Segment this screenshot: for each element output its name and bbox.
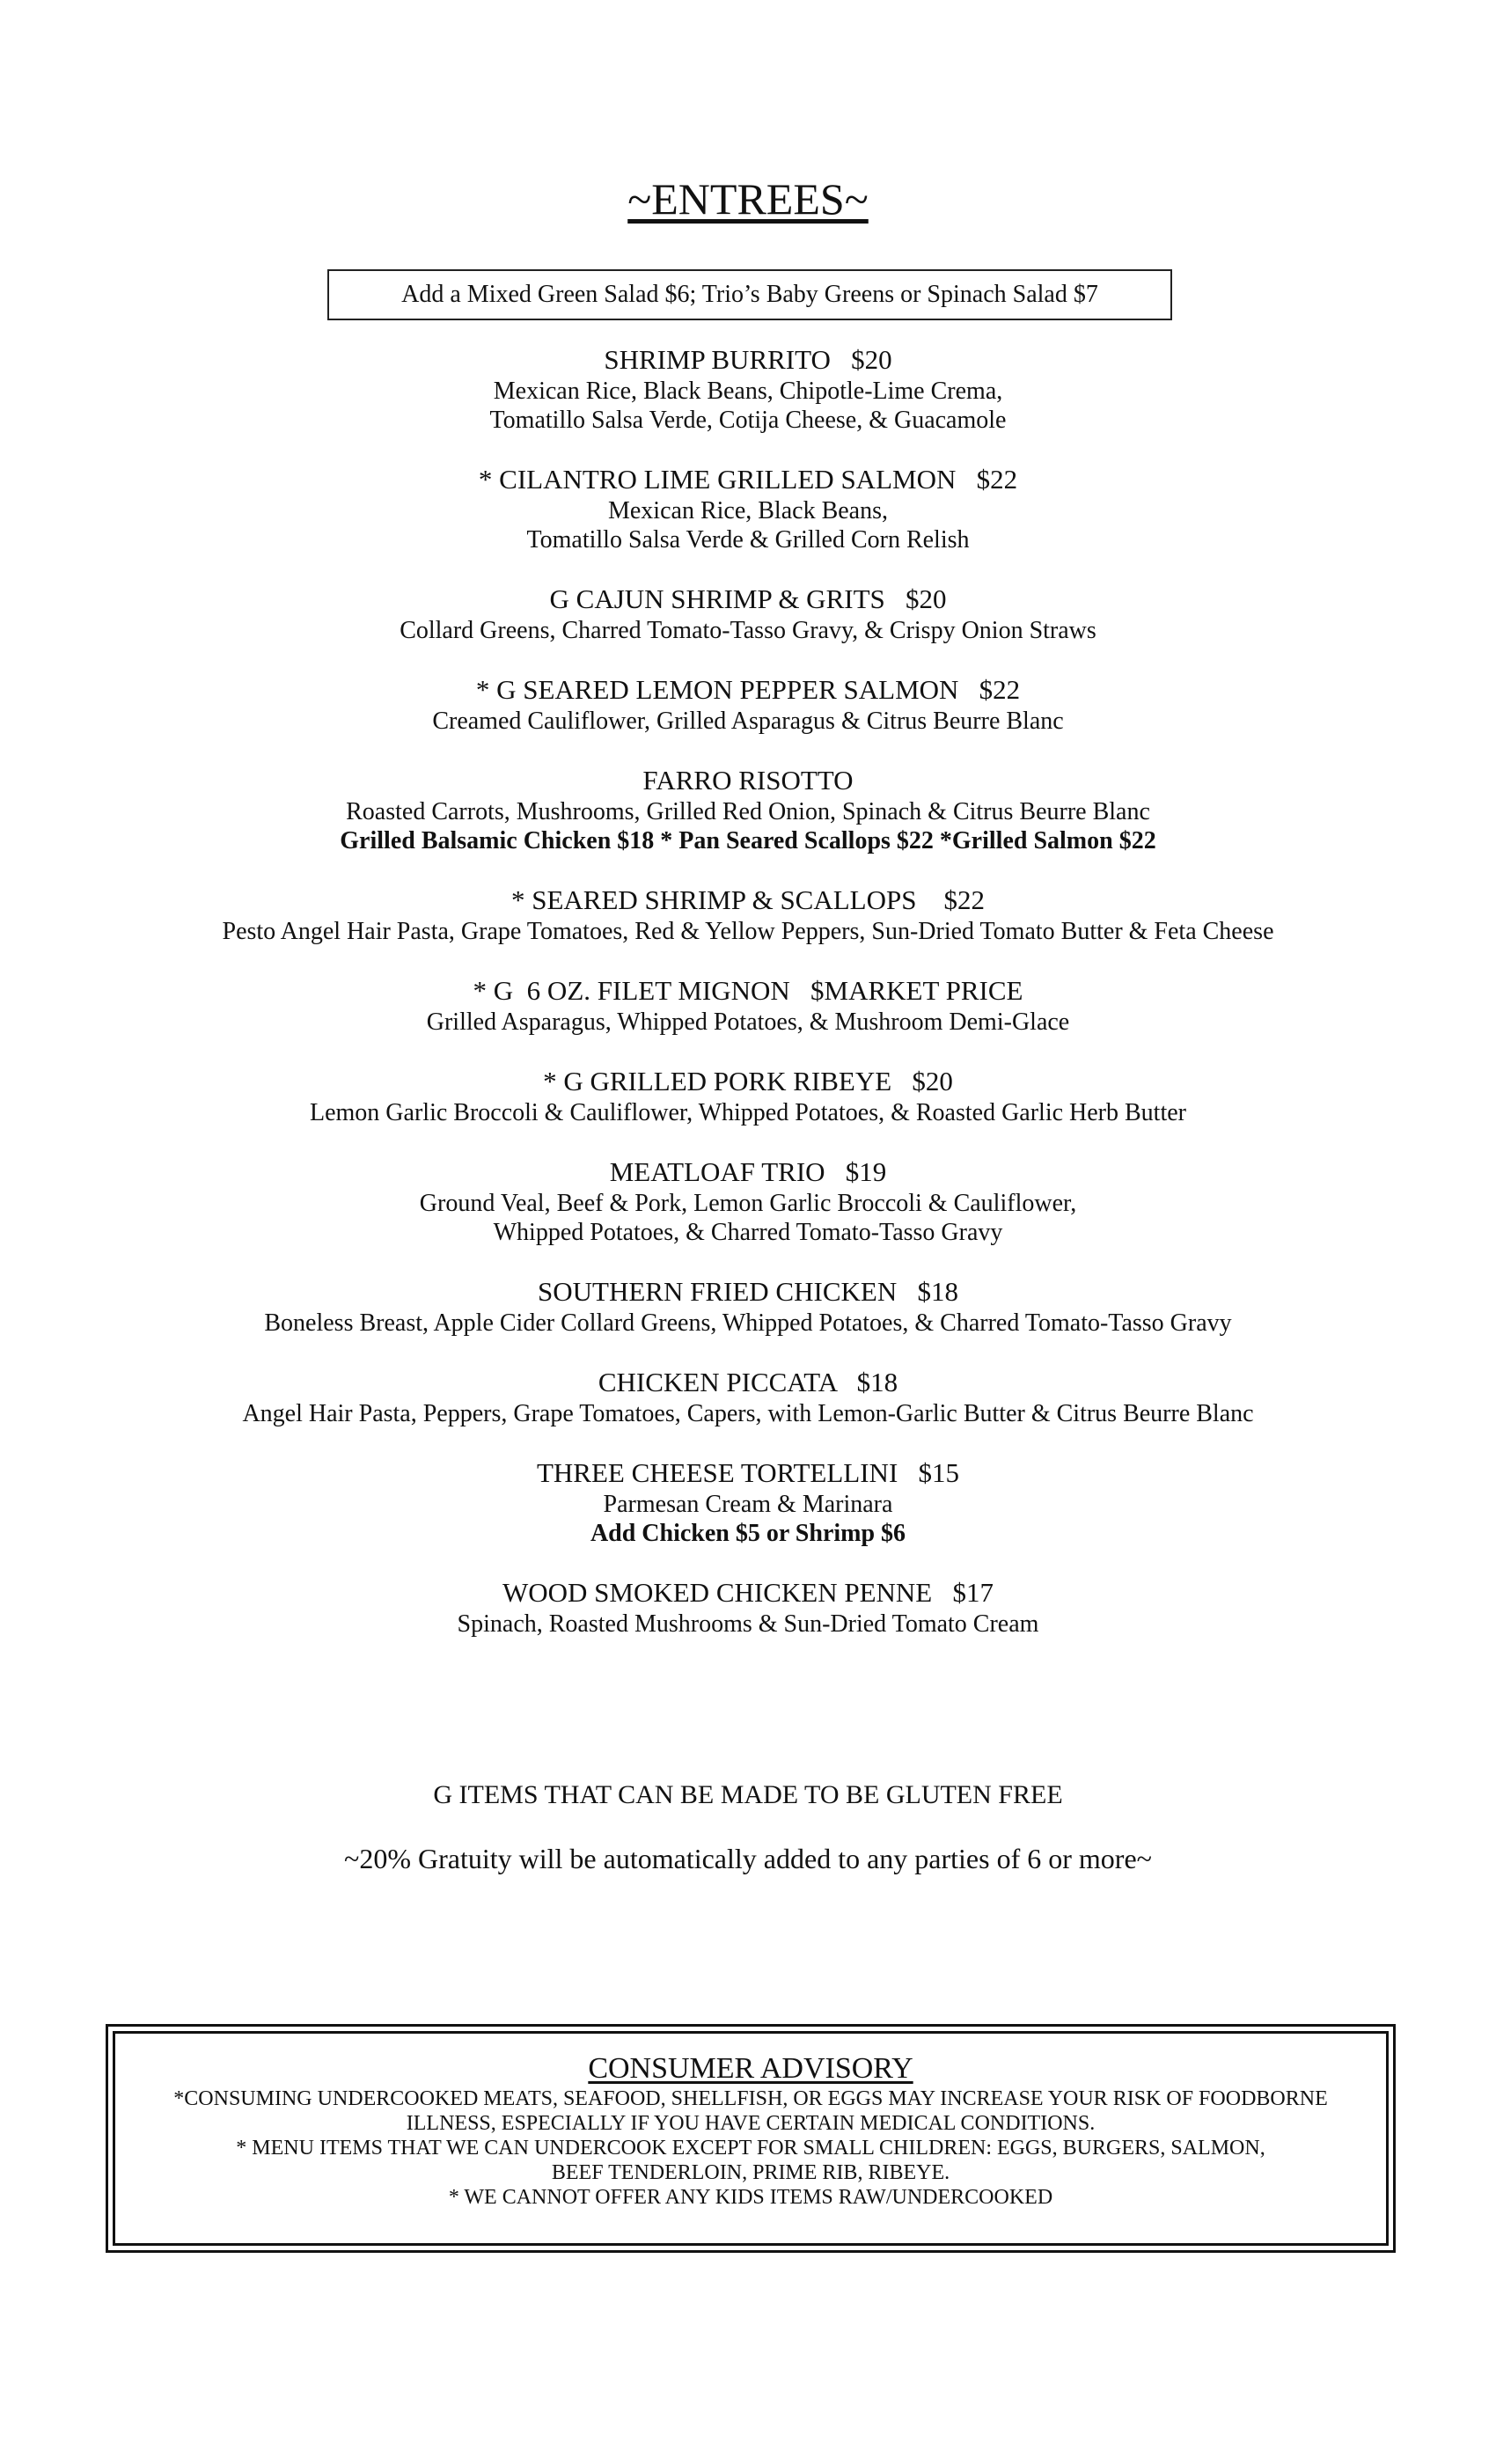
advisory-line: * WE CANNOT OFFER ANY KIDS ITEMS RAW/UNDERCOOKED (448, 2186, 1053, 2209)
menu-item (0, 884, 1496, 946)
item-description: Parmesan Cream & Marinara (603, 1491, 893, 1518)
item-description: Tomatillo Salsa Verde, Cotija Cheese, & Guacamole (489, 407, 1007, 434)
item-name: * G GRILLED PORK RIBEYE $20 (543, 1066, 953, 1096)
salad-addon-note: Add a Mixed Green Salad $6; Trio’s Baby Greens or Spinach Salad $7 (327, 269, 1172, 320)
item-description: Ground Veal, Beef & Pork, Lemon Garlic Broccoli & Cauliflower, (419, 1190, 1077, 1217)
item-description: Roasted Carrots, Mushrooms, Grilled Red Onion, Spinach & Citrus Beurre Blanc (346, 798, 1150, 825)
menu-item (0, 1275, 1496, 1338)
item-description: Spinach, Roasted Mushrooms & Sun-Dried Tomato Cream (457, 1610, 1039, 1638)
advisory-title: CONSUMER ADVISORY (588, 2052, 913, 2085)
consumer-advisory-box (106, 2024, 1396, 2253)
item-name: CHICKEN PICCATA $18 (598, 1367, 898, 1397)
menu-item (0, 343, 1496, 435)
consumer-advisory-inner (113, 2031, 1389, 2246)
advisory-line: ILLNESS, ESPECIALLY IF YOU HAVE CERTAIN MEDICAL CONDITIONS. (406, 2112, 1096, 2135)
menu-item (0, 1456, 1496, 1548)
item-name: WOOD SMOKED CHICKEN PENNE $17 (502, 1577, 994, 1608)
menu-item (0, 1366, 1496, 1428)
gluten-free-note: G ITEMS THAT CAN BE MADE TO BE GLUTEN FREE (433, 1780, 1063, 1809)
item-name: * CILANTRO LIME GRILLED SALMON $22 (478, 464, 1018, 495)
menu-item (0, 974, 1496, 1037)
menu-item (0, 463, 1496, 554)
item-description: Lemon Garlic Broccoli & Cauliflower, Whipped Potatoes, & Roasted Garlic Herb Butter (310, 1099, 1186, 1126)
item-description: Whipped Potatoes, & Charred Tomato-Tasso Gravy (493, 1219, 1003, 1246)
advisory-line: * MENU ITEMS THAT WE CAN UNDERCOOK EXCEPT FOR SMALL CHILDREN: EGGS, BURGERS, SALMON, (236, 2137, 1265, 2160)
item-description: Boneless Breast, Apple Cider Collard Greens, Whipped Potatoes, & Charred Tomato-Tasso Gravy (264, 1309, 1232, 1337)
advisory-line: BEEF TENDERLOIN, PRIME RIB, RIBEYE. (551, 2161, 950, 2184)
item-name: THREE CHEESE TORTELLINI $15 (536, 1457, 960, 1488)
item-description: Mexican Rice, Black Beans, Chipotle-Lime Crema, (493, 378, 1003, 405)
item-name: MEATLOAF TRIO $19 (609, 1156, 887, 1187)
item-name: SHRIMP BURRITO $20 (604, 344, 892, 375)
menu-item (0, 1576, 1496, 1639)
item-name: FARRO RISOTTO (642, 765, 854, 796)
item-description: Angel Hair Pasta, Peppers, Grape Tomatoes, Capers, with Lemon-Garlic Butter & Citrus Beurre Blanc (242, 1400, 1254, 1427)
item-description: Creamed Cauliflower, Grilled Asparagus & Citrus Beurre Blanc (432, 708, 1064, 735)
item-name: SOUTHERN FRIED CHICKEN $18 (538, 1276, 958, 1307)
menu-item (0, 764, 1496, 855)
item-description: Pesto Angel Hair Pasta, Grape Tomatoes, Red & Yellow Peppers, Sun-Dried Tomato Butter & Feta Cheese (222, 918, 1274, 945)
menu-item (0, 1065, 1496, 1127)
item-name: * G SEARED LEMON PEPPER SALMON $22 (475, 674, 1021, 705)
advisory-line: *CONSUMING UNDERCOOKED MEATS, SEAFOOD, SHELLFISH, OR EGGS MAY INCREASE YOUR RISK OF FOODBORNE (173, 2087, 1328, 2110)
item-description: Mexican Rice, Black Beans, (607, 497, 888, 524)
entree-list (0, 343, 1496, 1667)
item-description: Grilled Asparagus, Whipped Potatoes, & Mushroom Demi-Glace (426, 1008, 1070, 1036)
item-addon: Add Chicken $5 or Shrimp $6 (590, 1520, 906, 1547)
item-description: Collard Greens, Charred Tomato-Tasso Gravy, & Crispy Onion Straws (400, 617, 1096, 644)
menu-item (0, 583, 1496, 645)
item-name: G CAJUN SHRIMP & GRITS $20 (549, 583, 947, 614)
item-description: Tomatillo Salsa Verde & Grilled Corn Relish (526, 526, 970, 554)
menu-item (0, 1155, 1496, 1247)
item-addon: Grilled Balsamic Chicken $18 * Pan Seared Scallops $22 *Grilled Salmon $22 (340, 827, 1156, 854)
menu-item (0, 673, 1496, 736)
gratuity-note: ~20% Gratuity will be automatically added to any parties of 6 or more~ (344, 1843, 1152, 1874)
item-name: * SEARED SHRIMP & SCALLOPS $22 (510, 884, 985, 915)
page-title: ~ENTREES~ (627, 174, 869, 224)
item-name: * G 6 OZ. FILET MIGNON $MARKET PRICE (473, 975, 1023, 1006)
